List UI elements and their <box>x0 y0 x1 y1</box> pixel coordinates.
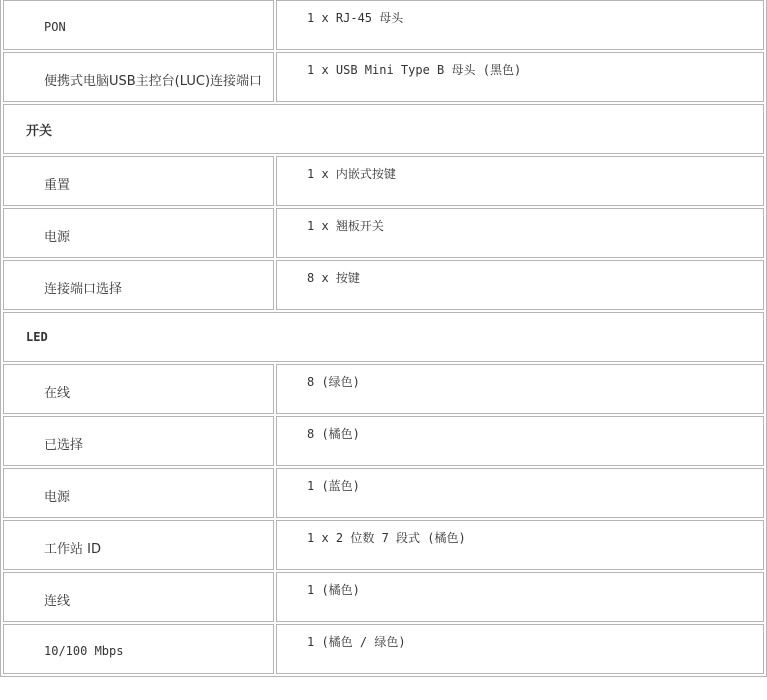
row-label: 电源 <box>3 468 274 518</box>
section-row <box>3 312 764 362</box>
row-label: PON <box>3 0 274 50</box>
row-value: 1 x 内嵌式按键 <box>276 156 764 206</box>
table-row <box>3 52 764 102</box>
row-label: 重置 <box>3 156 274 206</box>
row-value: 8 (绿色) <box>276 364 764 414</box>
row-value: 1 (橘色 / 绿色) <box>276 624 764 674</box>
table-row <box>3 260 764 310</box>
row-label: 便携式电脑USB主控台(LUC)连接端口 <box>3 52 274 102</box>
row-value: 1 x USB Mini Type B 母头 (黑色) <box>276 52 764 102</box>
row-value: 1 (橘色) <box>276 572 764 622</box>
row-label: 在线 <box>3 364 274 414</box>
row-label: 已选择 <box>3 416 274 466</box>
section-heading: 开关 <box>3 104 764 154</box>
table-row <box>3 364 764 414</box>
row-label: 连线 <box>3 572 274 622</box>
row-value: 1 x 翘板开关 <box>276 208 764 258</box>
section-row <box>3 104 764 154</box>
row-value: 1 x RJ-45 母头 <box>276 0 764 50</box>
row-value: 8 (橘色) <box>276 416 764 466</box>
table-row <box>3 416 764 466</box>
table-row <box>3 156 764 206</box>
row-label: 电源 <box>3 208 274 258</box>
row-value: 8 x 按键 <box>276 260 764 310</box>
row-label: 10/100 Mbps <box>3 624 274 674</box>
table-row <box>3 572 764 622</box>
table-row <box>3 0 764 50</box>
row-label: 工作站 ID <box>3 520 274 570</box>
row-label: 连接端口选择 <box>3 260 274 310</box>
table-row <box>3 468 764 518</box>
section-heading: LED <box>3 312 764 362</box>
table-row <box>3 208 764 258</box>
row-value: 1 x 2 位数 7 段式 (橘色) <box>276 520 764 570</box>
row-value: 1 (蓝色) <box>276 468 764 518</box>
table-row <box>3 624 764 674</box>
table-row <box>3 520 764 570</box>
